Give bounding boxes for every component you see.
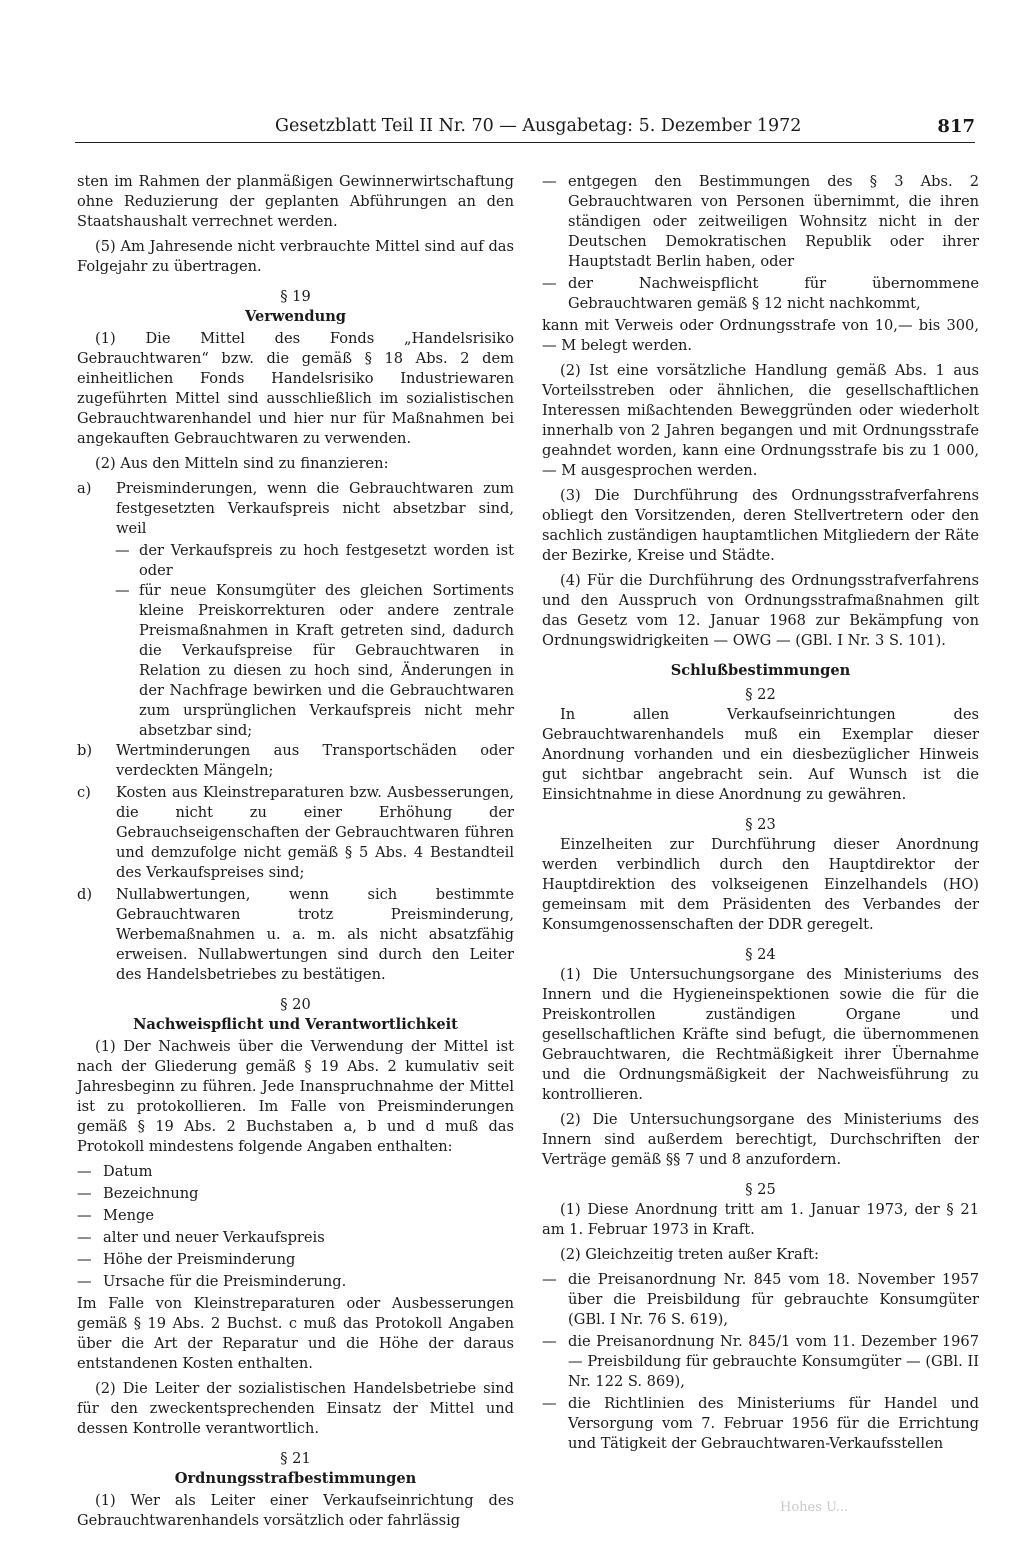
- section-19-p2: (2) Aus den Mitteln sind zu finanzieren:: [95, 455, 389, 472]
- continued-paragraph: sten im Rahmen der planmäßigen Gewinnerwirtschaftung ohne Reduzierung der geplanten Abführungen an den Staatshaushalt verrechnet werden.: [77, 173, 514, 230]
- section-20-title: Nachweispflicht und Verantwortlichkeit: [133, 1016, 458, 1033]
- list-item: — die Richtlinien des Ministeriums für Handel und Versorgung vom 7. Februar 1956 für die Errichtung und Tätigkeit der Gebrauchtwaren-Verkaufsstellen: [542, 1395, 979, 1452]
- page-header: [70, 116, 975, 142]
- list-item-text: Bezeichnung: [103, 1185, 199, 1202]
- section-25-number: § 25: [745, 1181, 776, 1198]
- list-item-a: [77, 479, 514, 539]
- list-item: — der Nachweispflicht für übernommene Gebrauchtwaren gemäß § 12 nicht nachkommt,: [542, 275, 979, 312]
- final-provisions-heading: Schlußbestimmungen: [670, 662, 851, 679]
- section-21-after: kann mit Verweis oder Ordnungsstrafe von 10,— bis 300,— M belegt werden.: [542, 317, 979, 354]
- list-item-text: Wertminderungen aus Transportschäden oder verdeckten Mängeln;: [116, 742, 514, 779]
- header-rule: [75, 142, 975, 143]
- list-item-text: Menge: [103, 1207, 154, 1224]
- list-marker: d): [77, 886, 93, 903]
- paragraph-5: (5) Am Jahresende nicht verbrauchte Mittel sind auf das Folgejahr zu übertragen.: [77, 238, 514, 275]
- list-item: — die Preisanordnung Nr. 845 vom 18. November 1957 über die Preisbildung für gebrauchte Konsumgüter (GBl. I Nr. 76 S. 619),: [542, 1271, 979, 1328]
- list-item: — Höhe der Preisminderung: [77, 1251, 296, 1268]
- section-22-number: § 22: [745, 686, 776, 703]
- list-item-text: Nullabwertungen, wenn sich bestimmte Gebrauchtwaren trotz Preisminderung, Werbemaßnahmen u. a. m. als nicht absatzfähig erweisen. Nullabwertungen sind durch den Leiter des Handelsbetriebes zu bestätigen.: [116, 886, 514, 983]
- list-marker: b): [77, 742, 93, 759]
- section-21-p3: (3) Die Durchführung des Ordnungsstrafverfahrens obliegt den Vorsitzenden, deren Stellvertretern oder den sachlich zuständigen hauptamtlichen Mitgliedern der Räte der Bezirke, Kreise und Städte.: [542, 487, 979, 564]
- section-23-number: § 23: [745, 816, 776, 833]
- sub-dash-text: der Verkaufspreis zu hoch festgesetzt worden ist oder: [139, 542, 514, 579]
- list-item: — Ursache für die Preisminderung.: [77, 1273, 347, 1290]
- page-number: 817: [937, 116, 975, 137]
- list-item-text: Kosten aus Kleinstreparaturen bzw. Ausbesserungen, die nicht zu einer Erhöhung der Gebrauchseigenschaften der Gebrauchtwaren führen und demzufolge nicht gemäß § 5 Abs. 4 Bestandteil des Verkaufspreises sind;: [116, 784, 514, 881]
- list-item-text: alter und neuer Verkaufspreis: [103, 1229, 325, 1246]
- list-item-text: der Nachweispflicht für übernommene Gebrauchtwaren gemäß § 12 nicht nachkommt,: [568, 275, 979, 312]
- list-marker: a): [77, 480, 92, 497]
- section-19-number: § 19: [280, 288, 311, 305]
- list-item-text: Ursache für die Preisminderung.: [103, 1273, 347, 1290]
- section-23-text: Einzelheiten zur Durchführung dieser Anordnung werden verbindlich durch den Hauptdirektor der Hauptdirektion des volkseigenen Einzelhandels (HO) gemeinsam mit dem Präsidenten des Verbandes der Konsumgenossenschaften der DDR geregelt.: [542, 836, 979, 933]
- list-item: — die Preisanordnung Nr. 845/1 vom 11. Dezember 1967 — Preisbildung für gebrauchte Konsumgüter — (GBl. II Nr. 122 S. 869),: [542, 1333, 979, 1390]
- section-20-p1: (1) Der Nachweis über die Verwendung der Mittel ist nach der Gliederung gemäß § 19 Abs. 2 kumulativ seit Jahresbeginn zu führen. Jede Inanspruchnahme der Mittel ist zu protokollieren. Im Falle von Preisminderungen gemäß § 19 Abs. 2 Buchstaben a, b und d muß das Protokoll mindestens folgende Angaben enthalten:: [77, 1038, 514, 1155]
- section-21-title: Ordnungsstrafbestimmungen: [174, 1470, 417, 1487]
- header-title: Gesetzblatt Teil II Nr. 70 — Ausgabetag: 5. Dezember 1972: [275, 116, 802, 136]
- section-21-p4: (4) Für die Durchführung des Ordnungsstrafverfahrens und den Ausspruch von Ordnungsstrafmaßnahmen gilt das Gesetz vom 12. Januar 1968 zur Bekämpfung von Ordnungswidrigkeiten — OWG — (GBl. I Nr. 3 S. 101).: [542, 572, 979, 649]
- sub-dash-item: — der Verkaufspreis zu hoch festgesetzt worden ist oder: [115, 542, 514, 579]
- right-column: [542, 172, 979, 1456]
- list-item-b: [77, 741, 514, 781]
- list-item: — entgegen den Bestimmungen des § 3 Abs. 2 Gebrauchtwaren von Personen übernimmt, die ihren ständigen oder zeitweiligen Wohnsitz nicht in der Deutschen Demokratischen Republik oder ihrer Hauptstadt Berlin haben, oder: [542, 173, 979, 270]
- faint-stamp-text: Hohes U...: [780, 1500, 849, 1515]
- list-item-text: Preisminderungen, wenn die Gebrauchtwaren zum festgesetzten Verkaufspreis nicht absetzbar sind, weil: [116, 480, 514, 537]
- section-19-title: Verwendung: [244, 308, 347, 325]
- list-item-text: die Preisanordnung Nr. 845 vom 18. November 1957 über die Preisbildung für gebrauchte Konsumgüter (GBl. I Nr. 76 S. 619),: [568, 1271, 979, 1328]
- list-item-text: Datum: [103, 1163, 153, 1180]
- section-25-p2: (2) Gleichzeitig treten außer Kraft:: [560, 1246, 819, 1263]
- list-item-text: entgegen den Bestimmungen des § 3 Abs. 2 Gebrauchtwaren von Personen übernimmt, die ihren ständigen oder zeitweiligen Wohnsitz nicht in der Deutschen Demokratischen Republik oder ihrer Hauptstadt Berlin haben, oder: [568, 173, 979, 270]
- sub-dash-item: — für neue Konsumgüter des gleichen Sortiments kleine Preiskorrekturen oder andere zentrale Preismaßnahmen in Kraft getreten sind, dadurch die Verkaufspreise für Gebrauchtwaren in Relation zu diesen zu hoch sind, Änderungen in der Nachfrage bewirken und die Gebrauchtwaren zum ursprünglichen Verkaufspreis nicht mehr absetzbar sind;: [115, 582, 514, 739]
- section-24-p1: (1) Die Untersuchungsorgane des Ministeriums des Innern und die Hygieneinspektionen sowie die für die Preiskontrollen zuständigen Organe und gesellschaftlichen Kräfte sind befugt, die übernommenen Gebrauchtwaren, die Rechtmäßigkeit ihrer Übernahme und die Ordnungsmäßigkeit der Nachweisführung zu kontrollieren.: [542, 966, 979, 1103]
- section-20-number: § 20: [280, 996, 311, 1013]
- list-item-c: [77, 783, 514, 883]
- sub-dash-text: für neue Konsumgüter des gleichen Sortiments kleine Preiskorrekturen oder andere zentrale Preismaßnahmen in Kraft getreten sind, dadurch die Verkaufspreise für Gebrauchtwaren in Relation zu diesen zu hoch sind, Änderungen in der Nachfrage bewirken und die Gebrauchtwaren zum ursprünglichen Verkaufspreis nicht mehr absetzbar sind;: [139, 582, 514, 739]
- section-24-p2: (2) Die Untersuchungsorgane des Ministeriums des Innern sind außerdem berechtigt, Durchschriften der Verträge gemäß §§ 7 und 8 anzufordern.: [542, 1111, 979, 1168]
- section-21-number: § 21: [280, 1450, 311, 1467]
- section-19-p1: (1) Die Mittel des Fonds „Handelsrisiko Gebrauchtwaren“ bzw. die gemäß § 18 Abs. 2 dem einheitlichen Fonds Handelsrisiko Industriewaren zugeführten Mittel sind ausschließlich im sozialistischen Gebrauchtwarenhandel und hier nur für Maßnahmen bei angekauften Gebrauchtwaren zu verwenden.: [77, 330, 514, 447]
- section-25-p1: (1) Diese Anordnung tritt am 1. Januar 1973, der § 21 am 1. Februar 1973 in Kraft.: [542, 1201, 979, 1238]
- left-column: [77, 172, 514, 1536]
- list-item-text: die Preisanordnung Nr. 845/1 vom 11. Dezember 1967 — Preisbildung für gebrauchte Konsumgüter — (GBl. II Nr. 122 S. 869),: [568, 1333, 979, 1390]
- list-item-text: die Richtlinien des Ministeriums für Handel und Versorgung vom 7. Februar 1956 für die Errichtung und Tätigkeit der Gebrauchtwaren-Verkaufsstellen: [568, 1395, 979, 1452]
- list-item: — Bezeichnung: [77, 1185, 199, 1202]
- section-21-p2: (2) Ist eine vorsätzliche Handlung gemäß Abs. 1 aus Vorteilsstreben oder ähnlichen, die gesellschaftlichen Interessen mißachtenden Beweggründen oder wiederholt innerhalb von 2 Jahren begangen und mit Ordnungsstrafe geahndet worden, kann eine Ordnungsstrafe bis zu 1 000,— M ausgesprochen werden.: [542, 362, 979, 479]
- section-20-p2: (2) Die Leiter der sozialistischen Handelsbetriebe sind für den zweckentsprechenden Einsatz der Mittel und dessen Kontrolle verantwortlich.: [77, 1380, 514, 1437]
- list-item: — alter und neuer Verkaufspreis: [77, 1229, 325, 1246]
- list-item: — Menge: [77, 1207, 154, 1224]
- list-item-d: [77, 885, 514, 985]
- section-21-p1: (1) Wer als Leiter einer Verkaufseinrichtung des Gebrauchtwarenhandels vorsätzlich oder fahrlässig: [77, 1492, 514, 1529]
- section-20-after: Im Falle von Kleinstreparaturen oder Ausbesserungen gemäß § 19 Abs. 2 Buchst. c muß das Protokoll Angaben über die Art der Reparatur und die Höhe der daraus entstandenen Kosten enthalten.: [77, 1295, 514, 1372]
- list-marker: c): [77, 784, 91, 801]
- list-item-text: Höhe der Preisminderung: [103, 1251, 296, 1268]
- list-item: — Datum: [77, 1163, 153, 1180]
- section-22-text: In allen Verkaufseinrichtungen des Gebrauchtwarenhandels muß ein Exemplar dieser Anordnung vorhanden und ein diesbezüglicher Hinweis gut sichtbar angebracht sein. Auf Wunsch ist die Einsichtnahme in diese Anordnung zu gewähren.: [542, 706, 979, 803]
- section-24-number: § 24: [745, 946, 776, 963]
